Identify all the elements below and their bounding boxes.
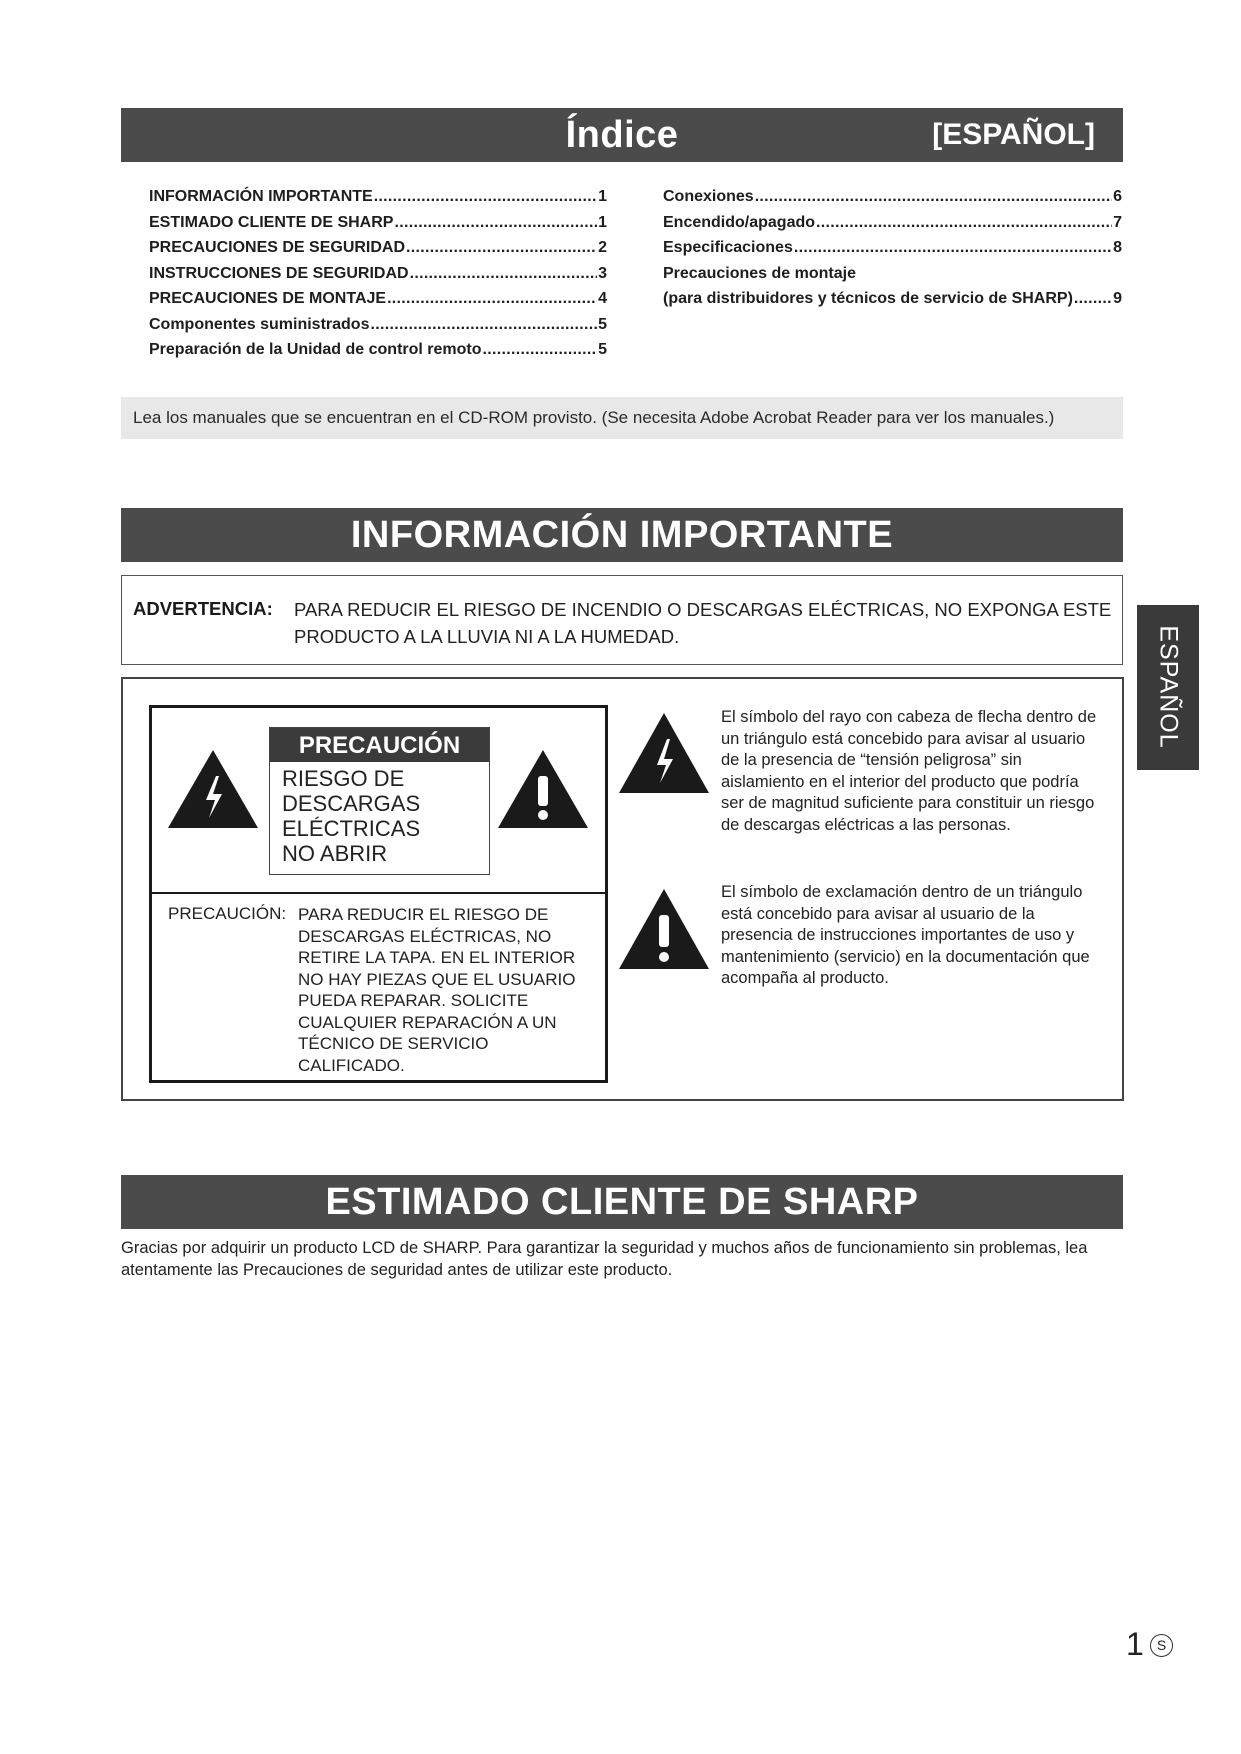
toc-entry[interactable]: Precauciones de montaje <box>663 264 856 282</box>
toc-entry[interactable]: INFORMACIÓN IMPORTANTE ..... 1 <box>149 188 607 214</box>
page-number: 1 <box>1126 1626 1144 1662</box>
caution-label-head: PRECAUCIÓN <box>270 728 489 762</box>
toc-entry[interactable]: Especificaciones ..... 8 <box>663 239 1122 265</box>
caution-symbols-box <box>121 677 1124 1101</box>
important-header-bar <box>121 508 1123 562</box>
cdrom-note-text: Lea los manuales que se encuentran en el CD-ROM provisto. (Se necesita Adobe Acrobat Reader para ver los manuales.) <box>133 408 1055 427</box>
warning-label: ADVERTENCIA: <box>133 598 273 619</box>
toc-entry[interactable]: Preparación de la Unidad de control remoto ..... 5 <box>149 341 607 367</box>
toc-entry[interactable]: ESTIMADO CLIENTE DE SHARP ..... 1 <box>149 214 607 240</box>
toc-left-column <box>149 188 607 367</box>
caution-label-line: RIESGO DE <box>282 766 405 791</box>
toc-entry[interactable]: (para distribuidores y técnicos de servicio de SHARP) ..... 9 <box>663 290 1122 316</box>
exclamation-symbol-description: El símbolo de exclamación dentro de un triángulo está concebido para avisar al usuario de la presencia de instrucciones importantes de uso y mantenimiento (servicio) en la documentación que acompaña al producto. <box>721 883 1090 987</box>
caution-label-line: ELÉCTRICAS <box>282 816 421 841</box>
language-side-tab <box>1137 605 1199 770</box>
customer-intro-text: Gracias por adquirir un producto LCD de SHARP. Para garantizar la seguridad y muchos años de funcionamiento sin problemas, lea atentamente las Precauciones de seguridad antes de utilizar este producto. <box>121 1239 1088 1279</box>
caution-text: PARA REDUCIR EL RIESGO DE DESCARGAS ELÉCTRICAS, NO RETIRE LA TAPA. EN EL INTERIOR NO HAY PIEZAS QUE EL USUARIO PUEDA REPARAR. SOLICITE CUALQUIER REPARACIÓN A UN TÉCNICO DE SERVICIO CALIFICADO. <box>298 905 576 1075</box>
warning-text: PARA REDUCIR EL RIESGO DE INCENDIO O DESCARGAS ELÉCTRICAS, NO EXPONGA ESTE PRODUCTO A LA LLUVIA NI A LA HUMEDAD. <box>294 599 1112 647</box>
language-label: [ESPAÑOL] <box>932 118 1095 151</box>
language-side-tab-label: ESPAÑOL <box>1154 625 1183 749</box>
toc-entry[interactable]: Componentes suministrados ..... 5 <box>149 316 607 342</box>
lightning-warning-icon <box>166 748 260 830</box>
toc-entry[interactable]: INSTRUCCIONES DE SEGURIDAD ..... 3 <box>149 265 607 291</box>
caution-label-line: NO ABRIR <box>282 841 388 866</box>
toc-entry[interactable]: PRECAUCIONES DE MONTAJE ..... 4 <box>149 290 607 316</box>
toc-right-column <box>663 188 1122 316</box>
index-title: Índice <box>565 114 679 156</box>
caution-label-box <box>269 727 490 875</box>
exclamation-warning-icon <box>496 748 590 830</box>
customer-title: ESTIMADO CLIENTE DE SHARP <box>325 1181 919 1223</box>
lightning-symbol-description: El símbolo del rayo con cabeza de flecha dentro de un triángulo está concebido para avisar al usuario de la presencia de “tensión peligrosa” sin aislamiento en el interior del producto que podría ser de magnitud suficiente para constituir un riesgo de descargas eléctricas a las personas. <box>721 708 1097 834</box>
page-language-marker: S <box>1150 1634 1173 1657</box>
cdrom-note <box>121 397 1123 439</box>
caution-label-panel <box>149 705 608 1083</box>
index-header-bar <box>121 108 1123 162</box>
toc-entry[interactable]: Encendido/apagado ..... 7 <box>663 214 1122 240</box>
warning-box <box>121 575 1123 665</box>
important-title: INFORMACIÓN IMPORTANTE <box>350 514 894 556</box>
customer-header-bar <box>121 1175 1123 1229</box>
exclamation-symbol-icon <box>617 887 711 971</box>
lightning-symbol-icon <box>617 711 711 795</box>
caution-label-line: DESCARGAS <box>282 791 421 816</box>
caution-divider <box>152 892 605 894</box>
toc-entry[interactable]: PRECAUCIONES DE SEGURIDAD ..... 2 <box>149 239 607 265</box>
caution-text-label: PRECAUCIÓN: <box>168 904 287 923</box>
toc-entry[interactable]: Conexiones ..... 6 <box>663 188 1122 214</box>
